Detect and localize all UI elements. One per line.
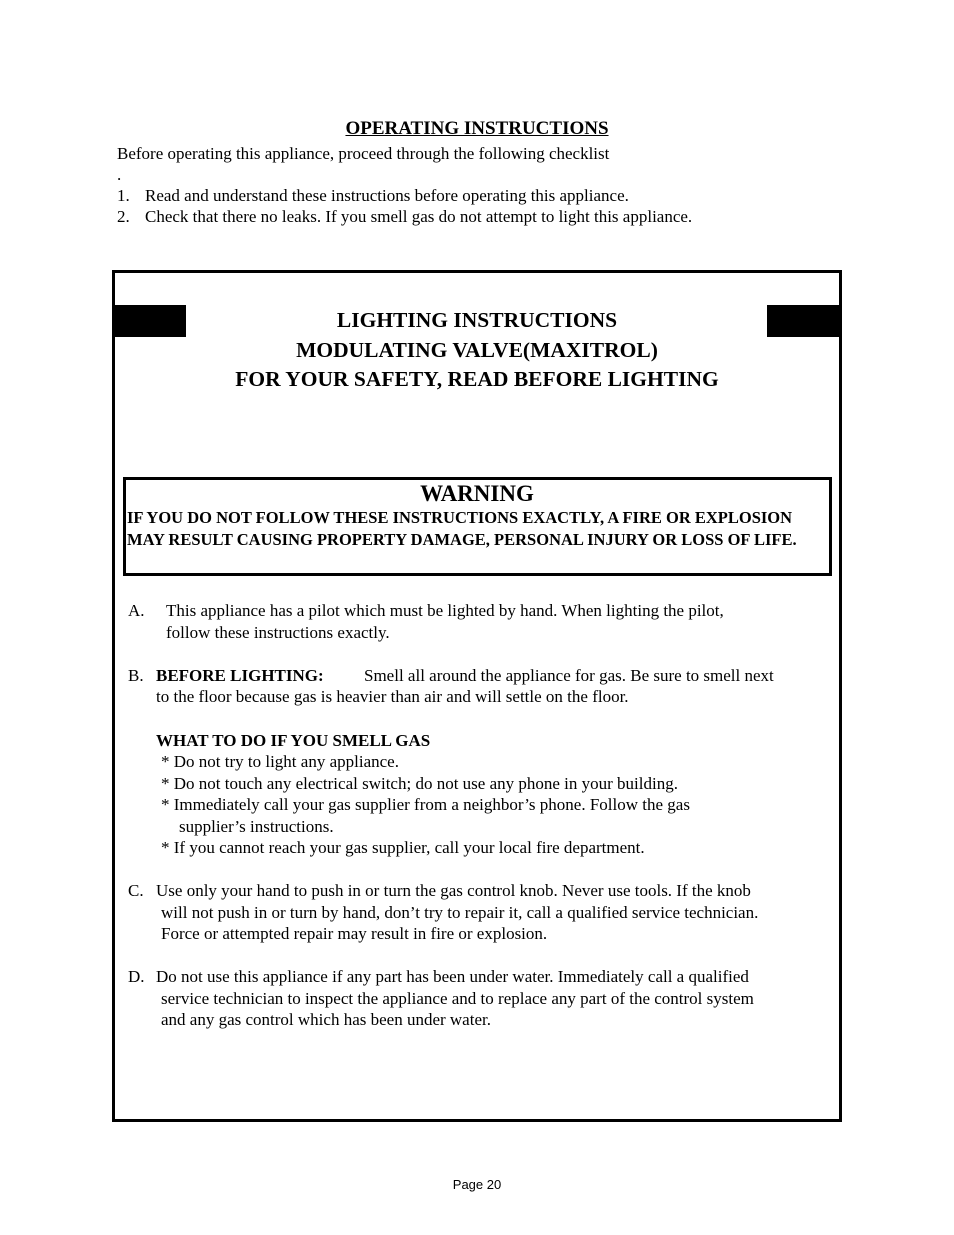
warning-body: IF YOU DO NOT FOLLOW THESE INSTRUCTIONS EXACTLY, A FIRE OR EXPLOSION MAY RESULT CAUSING PROPERTY DAMAGE, PERSONAL INJURY OR LOSS OF LIFE.: [127, 508, 797, 549]
section-c-text: Force or attempted repair may result in fire or explosion.: [161, 924, 548, 943]
section-b-text: Smell all around the appliance for gas. Be sure to smell next: [364, 666, 774, 685]
section-b-label: B.: [128, 666, 144, 685]
section-d-text: and any gas control which has been under water.: [161, 1010, 491, 1029]
section-c-text: Use only your hand to push in or turn the gas control knob. Never use tools. If the knob: [156, 881, 751, 900]
page-number: Page 20: [452, 1177, 502, 1192]
smell-gas-item: * If you cannot reach your gas supplier, call your local fire department.: [161, 838, 645, 857]
smell-gas-item: supplier’s instructions.: [179, 817, 334, 836]
section-a-label: A.: [128, 601, 145, 620]
checklist-number: 2.: [117, 207, 130, 226]
checklist-text: Read and understand these instructions before operating this appliance.: [145, 186, 629, 205]
operating-title: OPERATING INSTRUCTIONS: [345, 118, 609, 139]
section-d-label: D.: [128, 967, 145, 986]
before-lighting-label: BEFORE LIGHTING:: [156, 666, 324, 685]
section-b-text: to the floor because gas is heavier than air and will settle on the floor.: [156, 687, 629, 706]
smell-gas-item: * Immediately call your gas supplier from a neighbor’s phone. Follow the gas: [161, 795, 690, 814]
checklist-item: [117, 185, 629, 207]
checklist-number: 1.: [117, 186, 130, 205]
section-a-text: This appliance has a pilot which must be lighted by hand. When lighting the pilot,: [166, 601, 724, 620]
section-d-text: Do not use this appliance if any part has been under water. Immediately call a qualified: [156, 967, 749, 986]
section-d-text: service technician to inspect the appliance and to replace any part of the control system: [161, 989, 754, 1008]
checklist-text: Check that there no leaks. If you smell gas do not attempt to light this appliance.: [145, 207, 693, 226]
smell-gas-title: WHAT TO DO IF YOU SMELL GAS: [156, 731, 431, 750]
section-a-text: follow these instructions exactly.: [166, 623, 390, 642]
section-c-label: C.: [128, 881, 144, 900]
checklist-item: [117, 206, 692, 228]
section-c-text: will not push in or turn by hand, don’t try to repair it, call a qualified service technician.: [161, 903, 759, 922]
operating-dot: .: [117, 165, 122, 184]
lighting-subheading: MODULATING VALVE(MAXITROL): [296, 338, 658, 362]
lighting-heading: LIGHTING INSTRUCTIONS: [336, 308, 618, 332]
warning-title: WARNING: [420, 481, 534, 506]
safety-heading: FOR YOUR SAFETY, READ BEFORE LIGHTING: [235, 367, 719, 391]
operating-intro: Before operating this appliance, proceed through the following checklist: [117, 144, 610, 163]
smell-gas-item: * Do not try to light any appliance.: [161, 752, 399, 771]
smell-gas-item: * Do not touch any electrical switch; do not use any phone in your building.: [161, 774, 678, 793]
